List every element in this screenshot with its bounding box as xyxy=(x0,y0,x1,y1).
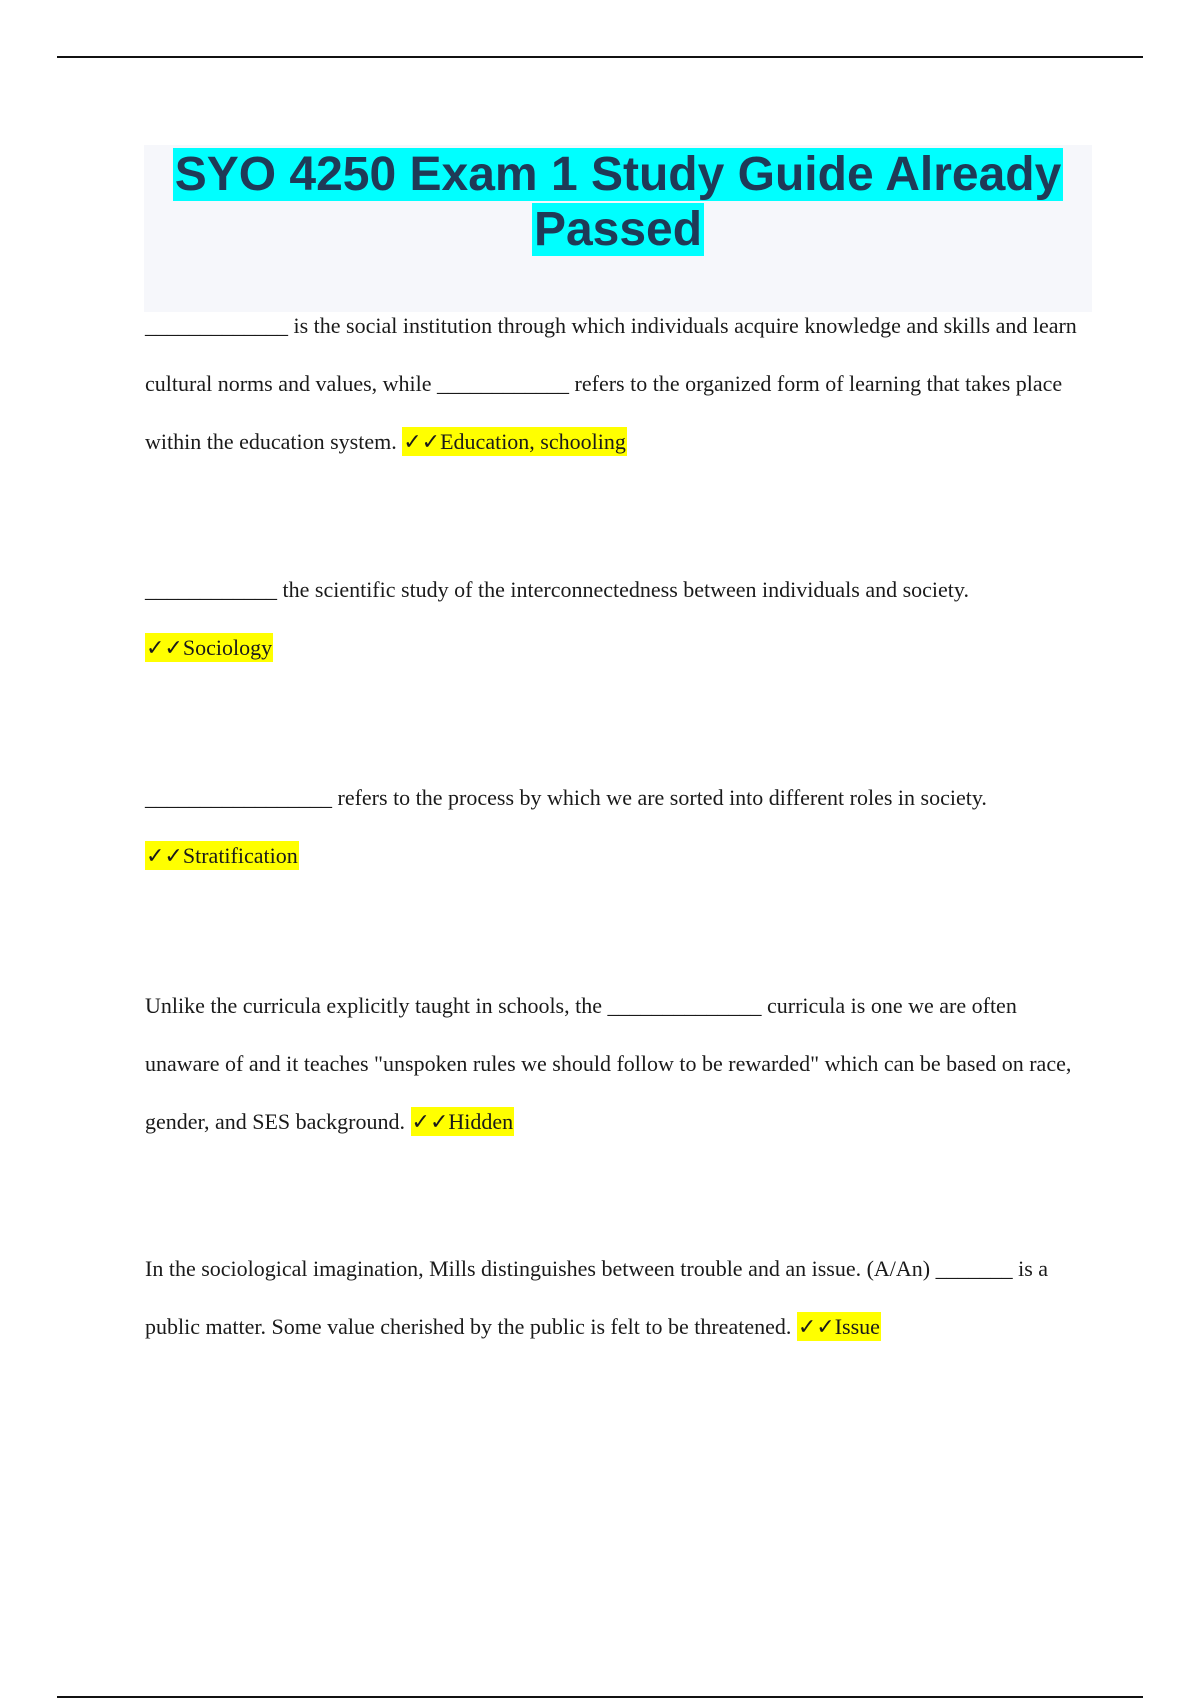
question-text: ____________ the scientific study of the interconnectedness between individuals and society. xyxy=(145,577,969,602)
check-icon: ✓✓ xyxy=(797,1314,835,1339)
answer-text: Hidden xyxy=(448,1109,514,1134)
top-divider xyxy=(57,56,1143,58)
study-item-5 xyxy=(145,1240,1085,1356)
answer-highlight xyxy=(402,427,627,456)
study-item-4 xyxy=(145,977,1085,1151)
check-icon: ✓✓ xyxy=(411,1109,449,1134)
answer-highlight xyxy=(145,841,299,870)
answer-text: Education, schooling xyxy=(440,429,626,454)
answer-text: Issue xyxy=(834,1314,880,1339)
bottom-divider xyxy=(57,1696,1143,1698)
document-title xyxy=(144,147,1092,257)
title-highlight: SYO 4250 Exam 1 Study Guide Already Passed xyxy=(174,148,1062,256)
answer-text: Sociology xyxy=(182,635,273,660)
answer-highlight xyxy=(797,1312,881,1341)
question-text: In the sociological imagination, Mills distinguishes between trouble and an issue. (A/An) _______ is a public matter. Some value cherished by the public is felt to be threatened. xyxy=(145,1256,1049,1339)
answer-highlight xyxy=(411,1107,515,1136)
question-text: _____________ is the social institution through which individuals acquire knowledge and skills and learn cultural norms and values, while ____________ refers to the organized form of learning that takes place within the education system. xyxy=(145,313,1077,454)
check-icon: ✓✓ xyxy=(403,429,441,454)
answer-text: Stratification xyxy=(182,843,298,868)
study-item-3 xyxy=(145,769,1085,885)
title-block xyxy=(144,145,1092,312)
question-text: _________________ refers to the process by which we are sorted into different roles in society. xyxy=(145,785,987,810)
question-text: Unlike the curricula explicitly taught in schools, the ______________ curricula is one we are often unaware of and it teaches "unspoken rules we should follow to be rewarded" which can be based on race, gender, and SES background. xyxy=(145,993,1072,1134)
check-icon: ✓✓ xyxy=(146,635,183,660)
study-item-1 xyxy=(145,297,1085,471)
check-icon: ✓✓ xyxy=(146,843,183,868)
answer-highlight xyxy=(145,633,273,662)
study-item-2 xyxy=(145,561,1085,677)
